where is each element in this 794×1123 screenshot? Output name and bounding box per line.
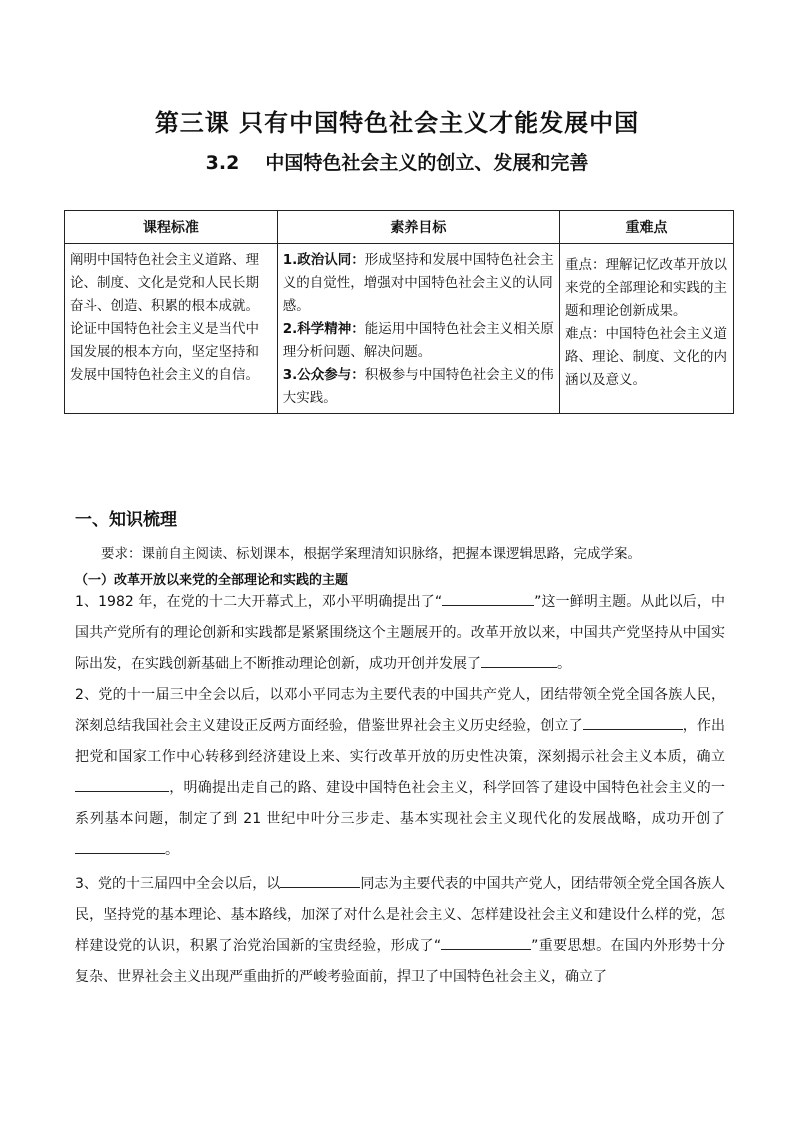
goal-label: 1.政治认同：: [282, 252, 365, 268]
goal-item: [283, 249, 554, 318]
key-point: 重点：理解记忆改革开放以来党的全部理论和实践的主题和理论创新成果。: [564, 257, 727, 319]
curriculum-standard-text: 阐明中国特色社会主义道路、理论、制度、文化是党和人民长期奋斗、创造、积累的根本成就。论证中国特色社会主义是当代中国发展的根本方向，坚定坚持和发展中国特色社会主义的自信。: [70, 252, 259, 383]
paragraph-text: ，作出把党和国家工作中心转移到经济建设上来、实行改革开放的历史性决策，深刻揭示社会主义本质，确立: [75, 718, 726, 765]
paragraph-text: 3、党的十三届四中全会以后，以: [75, 876, 281, 892]
paragraph-3: [75, 869, 725, 993]
fill-blank[interactable]: [280, 872, 360, 888]
requirement-text: 要求：课前自主阅读、标划课本，根据学案理清知识脉络，把握本课逻辑思路，完成学案。: [101, 546, 641, 562]
header-literacy-goals: 素养目标: [277, 211, 559, 244]
table-header-row: [65, 211, 734, 244]
fill-blank[interactable]: [75, 776, 169, 792]
paragraph-text: 1、1982 年，在党的十二大开幕式上，邓小平明确提出了“: [75, 594, 443, 610]
goal-item: [283, 364, 554, 410]
fill-blank[interactable]: [583, 714, 683, 730]
fill-blank[interactable]: [441, 934, 531, 950]
key-points-cell: [559, 244, 733, 414]
goal-label: 2.科学精神：: [282, 321, 365, 337]
section-heading: 一、知识梳理: [75, 510, 177, 530]
paragraph-text: ，明确提出走自己的路、建设中国特色社会主义，科学回答了建设中国特色社会主义的一系列基本问题，制定了到 21 世纪中叶分三步走、基本实现社会主义现代化的发展战略，成功开创了: [75, 780, 725, 827]
goal-text: 形成坚持和发展中国特色社会主义的自觉性，增强对中国特色社会主义的认同感。: [282, 252, 554, 314]
difficult-point: 难点：中国特色社会主义道路、理论、制度、文化的内涵以及意义。: [564, 326, 727, 388]
fill-blank[interactable]: [442, 590, 534, 606]
goal-label: 3.公众参与：: [282, 367, 365, 383]
paragraph-text: 2、党的十一届三中全会以后，以邓小平同志为主要代表的中国共产党人，团结带领全党全国各族人民，深刻总结我国社会主义建设正反两方面经验，借鉴世界社会主义历史经验，创立了: [75, 687, 725, 734]
fill-blank[interactable]: [481, 652, 557, 668]
fill-blank[interactable]: [75, 838, 165, 854]
table-row: [65, 244, 734, 414]
paragraph-2: [75, 680, 725, 866]
goal-text: 能运用中国特色社会主义相关原理分析问题、解决问题。: [282, 321, 554, 360]
subsection-heading: （一）改革开放以来党的全部理论和实践的主题: [75, 573, 349, 588]
paragraph-text: 。: [557, 656, 571, 672]
lesson-title: 第三课 只有中国特色社会主义才能发展中国: [154, 109, 640, 137]
section-subtitle-text: 中国特色社会主义的创立、发展和完善: [265, 152, 589, 174]
section-subtitle: [0, 148, 794, 175]
goal-item: [283, 318, 554, 364]
paragraph-text: ”这一鲜明主题。从此以后，中国共产党所有的理论创新和实践都是紧紧围绕这个主题展开的。改革开放以来，中国共产党坚持从中国实际出发，在实践创新基础上不断推动理论创新，成功开创并发展了: [75, 594, 725, 672]
header-curriculum-standard: 课程标准: [65, 211, 278, 244]
curriculum-standard-cell: [65, 244, 278, 414]
literacy-goals-cell: [277, 244, 559, 414]
goal-text: 积极参与中国特色社会主义的伟大实践。: [282, 367, 554, 406]
curriculum-table: [64, 210, 734, 414]
paragraph-text: 。: [165, 842, 179, 858]
header-key-points: 重难点: [559, 211, 733, 244]
paragraph-1: [75, 587, 725, 680]
paragraph-text: ”重要思想。在国内外形势十分复杂、世界社会主义出现严重曲折的严峻考验面前，捍卫了中国特色社会主义，确立了: [75, 938, 725, 985]
paragraph-text: 同志为主要代表的中国共产党人，团结带领全党全国各族人民，坚持党的基本理论、基本路线，加深了对什么是社会主义、怎样建设社会主义和建设什么样的党，怎样建设党的认识，积累了治党治国新的宝贵经验，形成了“: [75, 876, 725, 954]
section-number: 3.2: [205, 152, 240, 174]
